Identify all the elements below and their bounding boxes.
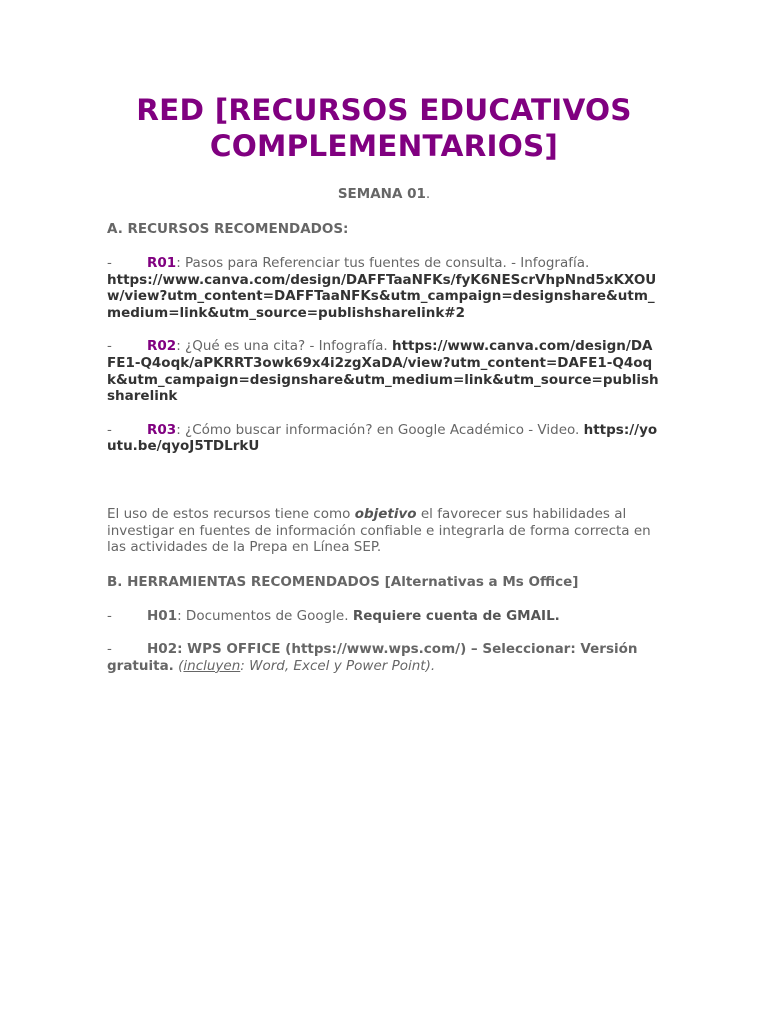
section-a-heading: A. RECURSOS RECOMENDADOS: xyxy=(107,221,349,237)
list-dash: - xyxy=(107,421,112,438)
objective-paragraph xyxy=(107,506,661,556)
tool-note-h01: Requiere cuenta de GMAIL. xyxy=(352,607,560,624)
resource-code-r01: R01 xyxy=(147,255,177,271)
resource-item-r01 xyxy=(107,255,661,321)
tool-code-h01: H01 xyxy=(147,607,178,624)
week-label-suffix: . xyxy=(425,186,431,202)
resource-code-r03: R03 xyxy=(147,421,177,438)
week-label xyxy=(107,185,661,203)
tool-item-h01 xyxy=(107,608,661,625)
tool-text-h01: : Documentos de Google. xyxy=(177,607,353,624)
tool-underlined-h02: incluyen xyxy=(183,657,241,674)
section-b-heading: B. HERRAMIENTAS RECOMENDADOS [Alternativas a Ms Office] xyxy=(107,573,579,590)
resource-text-r01: : Pasos para Referenciar tus fuentes de consulta. - Infografía. xyxy=(176,255,590,271)
document-title: RED [RECURSOS EDUCATIVOS COMPLEMENTARIOS] xyxy=(136,93,632,163)
resource-text-r03: : ¿Cómo buscar información? en Google Académico - Video. xyxy=(176,421,580,438)
tool-item-h02 xyxy=(107,641,661,674)
tool-italic-open-h02: ( xyxy=(173,657,184,674)
list-dash: - xyxy=(107,255,112,271)
resource-link-r02[interactable]: https://www.canva.com/design/DAFE1-Q4oqk/aPKRRT3owk69x4i2zgXaDA/view?utm_content=DAFE1-Q4oqk&utm_campaign=designshare&utm_medium=link&utm_source=publishsharelink xyxy=(107,338,659,405)
resource-link-r01[interactable]: https://www.canva.com/design/DAFFTaaNFKs/fyK6NEScrVhpNnd5xKXOUw/view?utm_content=DAFFTaaNFKs&utm_campaign=designshare&utm_medium=link&utm_source=publishsharelink#2 xyxy=(107,271,657,321)
list-dash: - xyxy=(107,338,112,355)
list-dash: - xyxy=(107,641,112,658)
list-dash: - xyxy=(107,607,112,624)
resource-text-r02: : ¿Qué es una cita? - Infografía. xyxy=(176,338,388,355)
resource-item-r03 xyxy=(107,422,661,455)
resource-code-r02: R02 xyxy=(147,338,177,355)
objective-before: El uso de estos recursos tiene como xyxy=(107,505,355,522)
tool-text-h02: H02: WPS OFFICE (https://www.wps.com/) – Seleccionar: Versión gratuita. xyxy=(107,641,638,674)
tool-italic-rest-h02: : Word, Excel y Power Point). xyxy=(240,657,436,674)
resource-item-r02 xyxy=(107,338,661,404)
objective-emphasis: objetivo xyxy=(354,505,417,522)
week-label-text: SEMANA 01 xyxy=(337,186,426,202)
resource-link-r03[interactable]: https://youtu.be/qyoJ5TDLrkU xyxy=(107,421,658,455)
objective-after: el favorecer sus habilidades al investigar en fuentes de información confiable e integrarla de forma correcta en las actividades de la Prepa en Línea SEP. xyxy=(107,505,651,556)
